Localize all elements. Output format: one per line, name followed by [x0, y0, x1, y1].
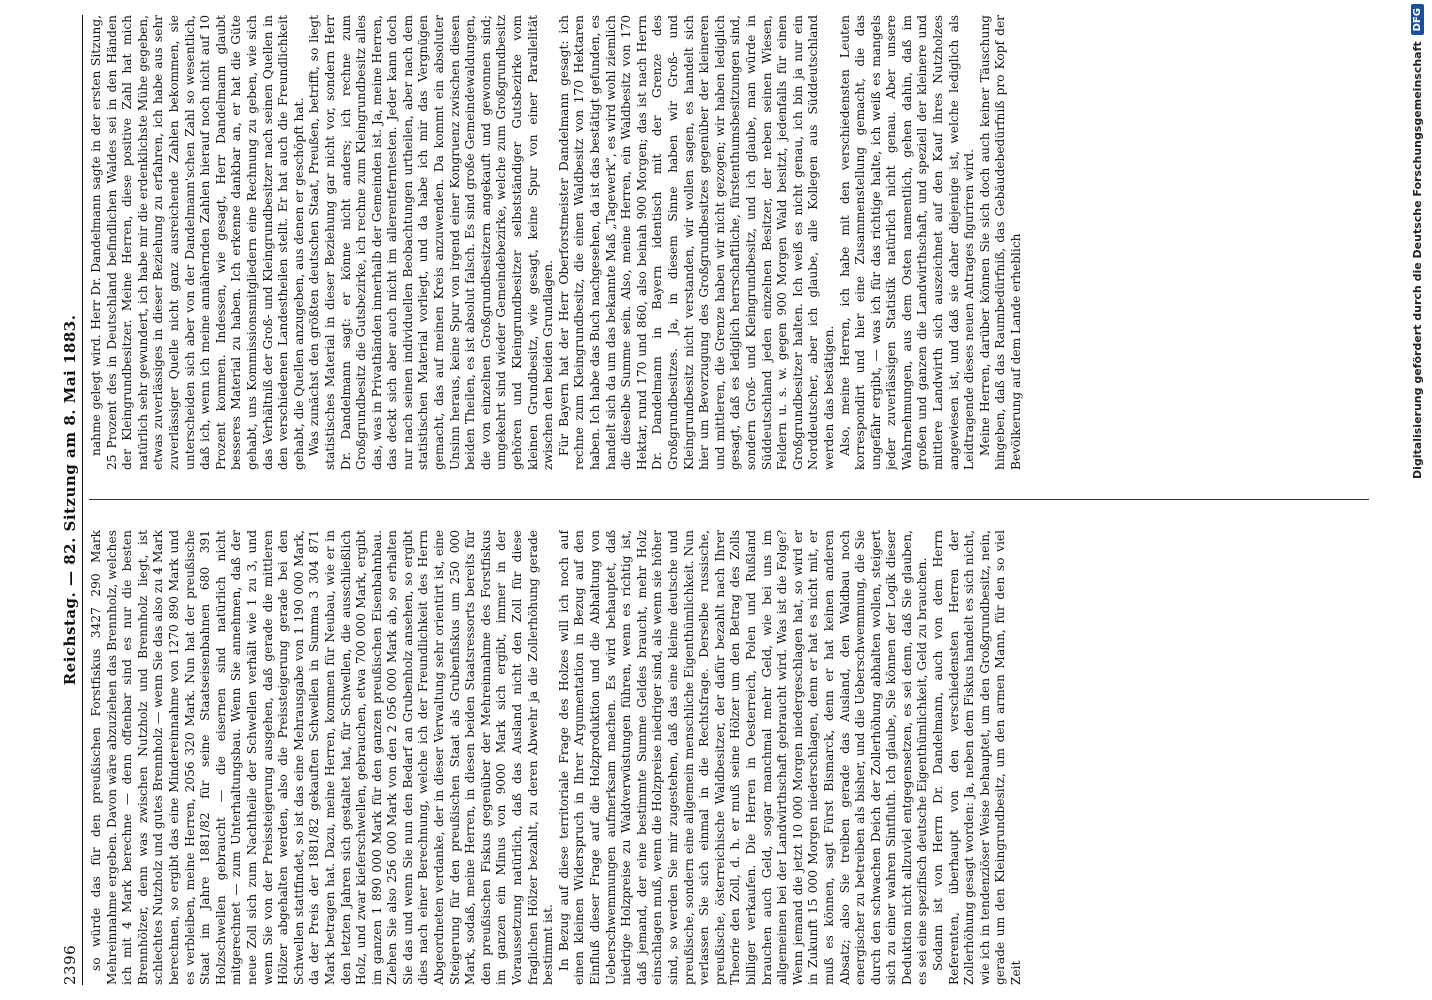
newspaper-page — [45, 15, 1375, 985]
page-number: 2396 — [61, 944, 79, 985]
paragraph: so würde das für den preußischen Forstfiskus 3427 290 Mark Mehreinnahme ergeben. Davon wäre abzuziehen das Brennholz, welches ich mit 4 Mark berechne — denn offenbar sind es nur die besten Brennhölzer, denn was zwischen Nutzholz und Brennholz liegt, ist schlechtes Nutzholz und gutes Brennholz — wenn Sie das also zu 4 Mark berechnen, so ergibt das eine Mindereinnahme von 1270 890 Mark und es verbleiben, meine Herren, 2056 320 Mark. Nun hat der preußische Staat im Jahre 1881/82 für seine Staatseisenbahnen 680 391 Holzschwellen gebraucht — die eisernen sind natürlich nicht mitgerechnet — zum Unterhaltungsbau. Wenn Sie annehmen, daß der neue Zoll sich zum Nachtheile der Schwellen verhält wie 1 zu 3, und wenn Sie von der Preissteigerung ausgehen, daß gerade die mittleren Hölzer abgehalten werden, also die Preissteigerung gerade bei den Schwellen stattfindet, so ist das eine Mehrausgabe von 1 190 000 Mark, da der Preis der 1881/82 gekauften Schwellen in Summa 3 304 871 Mark betragen hat. Dazu, meine Herren, kommen für Neubau, wie er in den letzten Jahren sich gestaltet hat, für Schwellen, die ausschließlich Holz, und zwar kieferschwellen, gebrauchen, etwa 700 000 Mark, ergibt im ganzen 1 890 000 Mark für den ganzen preußischen Eisenbahnbau. Ziehen Sie also 256 000 Mark von den 2 056 000 Mark ab, so erhalten Sie das und wenn Sie nun den Bedarf an Grubenholz ansehen, so ergibt dies nach einer Berechnung, welche ich der Freundlichkeit des Herrn Abgeordneten verdanke, der in dieser Verwaltung sehr orientirt ist, eine Steigerung für den preußischen Staat als Grubenfiskus um 250 000 Mark, sodaß, meine Herren, in diesen beiden Staatsressorts bereits für den preußischen Fiskus gegenüber der Mehreinnahme des Forstfiskus im ganzen ein Minus von 9000 Mark sich ergibt, immer in der Voraussetzung natürlich, daß das Ausland nicht den Zoll für diese fraglichen Hölzer bezahlt, zu deren Abwehr ja die Zollerhöhung gerade bestimmt ist. — [89, 530, 556, 985]
paragraph: nahme gelegt wird. Herr Dr. Dandelmann sagte in der ersten Sitzung, 25 Prozent des in Deutschland befindlichen Waldes sei in den Händen der Kleingrundbesitzer. Meine Herren, diese positive Zahl hat mich natürlich sehr gewundert, ich habe mir die erdenklichste Mühe gegeben, etwas zuverlässiges in dieser Beziehung zu erfahren, ich habe aus sehr zuverlässiger Quelle nicht ganz ausreichende Zahlen bekommen, sie unterscheiden sich aber von der Dandelmann'schen Zahl so wesentlich, daß ich, wenn ich meine annähernden Zahlen hierauf noch nicht auf 10 Prozent kommen. Indessen, wie gesagt, Herr Dandelmann glaubt besseres Material zu haben. Ich erkenne dankbar an, er hat die Güte gehabt, uns Kommissionsmitgliedern eine Rechnung zu geben, wie sich das Verhältniß der Groß- und Kleingrundbesitzer nach seinen Quellen in den verschiedenen Landestheilen stellt. Er hat auch die Freundlichkeit gehabt, die Quellen anzugeben, aus denen er geschöpft hat. — [89, 15, 306, 470]
paragraph: Meine Herren, darüber können Sie sich doch auch keiner Täuschung hingeben, daß das Raumbedürfniß, das Gebäudebedürfniß pro Kopf der Bevölkerung auf dem Lande erheblich — [977, 15, 1024, 470]
paragraph: Also, meine Herren, ich habe mit den verschiedensten Leuten korrespondirt und hier eine Zusammenstellung gemacht, die das ungefähr ergibt, — was ich für das richtige halte, ich weiß es mangels jeder zuverlässigen Statistik natürlich nicht genau. Aber unsere Wahrnehmungen, aus dem Osten namentlich, gehen dahin, daß im großen und ganzen die Landwirthschaft, und speziell der kleinere und mittlere Landwirth sich auszeichnet auf den Kauf ihres Nutzholzes angewiesen ist, und daß sie daher diejenige ist, welche lediglich als Leidtragende dieses neuen Antrages figuriren wird. — [837, 15, 977, 470]
paragraph: Was zunächst den größten deutschen Staat, Preußen, betrifft, so liegt statistisches Material in dieser Beziehung gar nicht vor, sondern Herr Dr. Dandelmann sagt: er könne nicht anders; ich rechne zum Großgrundbesitz die Gutsbezirke, ich rechne zum Kleingrundbesitz alles das, was in Privathänden innerhalb der Gemeinden ist. Ja, meine Herren, das deckt sich aber auch nicht im allerentferntesten. Jeder kann doch nur nach seinen individuellen Beobachtungen urtheilen, aber nach dem statistischen Material vorliegt, und da habe ich mir das Vergnügen gemacht, das auf meinen Kreis anzuwenden. Da kommt ein absoluter Unsinn heraus, keine Spur von irgend einer Kongruenz zwischen diesen beiden Theilen, es ist absolut falsch. Es sind große Gemeindewaldungen, die von einzelnen Großgrundbesitzern angekauft und gewonnen sind; umgekehrt sind wieder Gemeindebezirke, welche zum Großgrundbesitz gehören und Kleingrundbesitzer selbstständiger Gutsbezirke vom kleinen Grundbesitz, wie gesagt, keine Spur von einer Parallelität zwischen den beiden Grundlagen. — [307, 15, 556, 470]
paragraph: Sodann ist von Herrn Dr. Dandelmann, auch von dem Herrn Referenten, überhaupt von den verschiedensten Herren der Zollerhöhung gesagt worden: Ja, neben dem Fiskus handelt es sich nicht, wie ich in tendenziöser Weise behauptet, um den Großgrundbesitz, nein, gerade um den Kleingrundbesitz, um den armen Mann, für den so viel Zeit — [931, 530, 1024, 985]
page-title: Reichstag. — 82. Sitzung am 8. Mai 1883. — [61, 314, 79, 686]
digitization-watermark — [1404, 4, 1430, 996]
paragraph: In Bezug auf diese territoriale Frage des Holzes will ich noch auf einen kleinen Widerspruch in Ihrer Argumentation in Bezug auf den Einfluß dieser Frage auf die Holzproduktion und die Abhaltung von Ueberschwemmungen aufmerksam machen. Es wird behauptet, daß niedrige Holzpreise zu Waldverwüstungen führen, wenn es richtig ist, daß jemand, der eine bestimmte Summe Geldes braucht, mehr Holz einschlagen muß, wenn die Holzpreise niedriger sind, als wenn sie höher sind, so werden Sie mir zugestehen, daß das eine kleine deutsche und preußische, sondern eine allgemein menschliche Eigenthümlichkeit. Nun verlassen Sie sich einmal in die Rechtsfrage. Derselbe russische, preußische, österreichische Waldbesitzer, der dafür bezahlt nach Ihrer Theorie den Zoll, d. h. er muß seine Hölzer um den Betrag des Zolls billiger verkaufen. Die Herren in Oesterreich, Polen und Rußland brauchen auch Geld, sogar manchmal mehr Geld, wie bei uns im allgemeinen bei der Landwirthschaft gebraucht wird. Was ist die Folge? Wenn jemand die jetzt 10 000 Morgen niedergeschlagen hat, so wird er in Zukunft 15 000 Morgen niederschlagen, denn er hat es nicht mit, er muß es können, sagt Fürst Bismarck, denn er hat keinen anderen Absatz; also Sie treiben gerade das Ausland, den Waldbau noch energischer zu betreiben als bisher, und die Ueberschwemmung, die Sie durch den schwachen Deich der Zollerhöhung abhalten wollen, steigert sich zu einer wahren Sintfluth. Ich glaube, Sie können der Logik dieser Deduktion nicht allzuviel entgegensetzen, es sei denn, daß Sie glauben, es sei eine spezifisch deutsche Eigenthümlichkeit, Geld zu brauchen. — [556, 530, 930, 985]
header-rule — [82, 15, 83, 985]
text-column-left — [89, 530, 1369, 985]
watermark-strip — [1404, 4, 1430, 996]
paragraph: Für Bayern hat der Herr Oberforstmeister Dandelmann gesagt: ich rechne zum Kleingrundbesitz, die einen Waldbesitz von 170 Hektaren haben. Ich habe das Buch nachgesehen, da ist das bestätigt gefunden, es handelt sich da um das bekannte Maß „Tagewerk“, es wird wohl ziemlich die dieselbe Summe sein. Also, meine Herren, ein Waldbesitz von 170 Hektar, rund 170 und 860, also beinah 900 Morgen; das ist nach Herrn Dr. Dandelmann in Bayern identisch mit der Grenze des Großgrundbesitzes. Ja, in diesem Sinne haben wir Groß- und Kleingrundbesitz nicht verstanden, wir wollen sagen, es handelt sich hier um Bevorzugung des Großgrundbesitzes gegenüber der kleineren und mittleren, die Grenze haben wir nicht gezogen; wir haben lediglich gesagt, daß es lediglich herrschaftliche, fürstenthumsbesitzungen sind, sondern Groß- und Kleingrundbesitz, und ich glaube, man würde in Süddeutschland jeden einzelnen Besitzer, der neben seinen Wiesen, Feldern u. s. w. gegen 900 Morgen Wald besitzt, jedenfalls für einen Großgrundbesitzer halten. Ich weiß es nicht genau, ich bin ja nur ein Norddeutscher, aber ich glaube, alle Kollegen aus Süddeutschland werden das bestätigen. — [556, 15, 836, 470]
dfg-logo: DFG — [1411, 4, 1424, 35]
page-header — [45, 15, 79, 985]
watermark-text: Digitalisierung gefördert durch die Deutsche Forschungsgemeinschaft — [1410, 41, 1424, 480]
column-divider — [89, 499, 1369, 500]
text-column-right — [89, 15, 1369, 470]
